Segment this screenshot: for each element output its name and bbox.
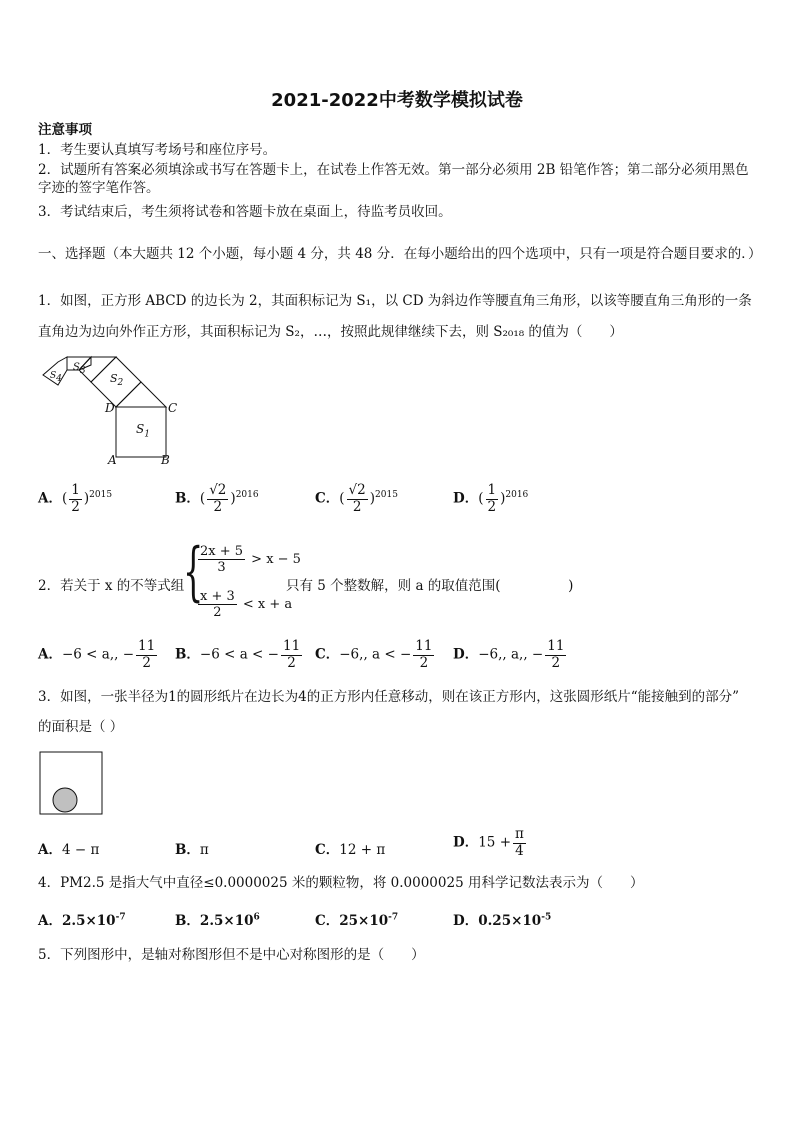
- label-s1: $S_1$: [136, 422, 150, 440]
- label-c: C: [168, 401, 178, 415]
- inequality-2: $\frac{x + 3}{2}$ < x + a: [200, 589, 293, 620]
- section-heading: 一、选择题（本大题共 12 个小题，每小题 4 分，共 48 分．在每小题给出的四个选项中，只有一项是符合题目要求的．）: [38, 246, 762, 262]
- notice-heading: 注意事项: [38, 122, 92, 138]
- q3-option-b[interactable]: B．π: [175, 842, 209, 858]
- q3-option-a[interactable]: A．4 − π: [38, 842, 100, 858]
- page-title: 2021-2022中考数学模拟试卷: [271, 90, 523, 111]
- question-3-line-1: 3．如图，一张半径为1的圆形纸片在边长为4的正方形内任意移动，则在该正方形内，这张圆形纸片“能接触到的部分”: [38, 689, 740, 705]
- question-1-line-1: 1．如图，正方形 ABCD 的边长为 2，其面积标记为 S₁，以 CD 为斜边作等腰直角三角形，以该等腰直角三角形的一条: [38, 293, 752, 309]
- label-s4: $S_4$: [50, 371, 62, 384]
- q1-option-b[interactable]: B．( $\frac{√2}{2}$ )$^{2016}$: [175, 482, 259, 515]
- q2-option-c[interactable]: C．−6,, a < − $\frac{11}{2}$: [315, 638, 433, 671]
- q4-option-b[interactable]: B．$2.5\times 10^6$: [175, 912, 260, 929]
- question-5-text: 5．下列图形中，是轴对称图形但不是中心对称图形的是（ ）: [38, 947, 425, 963]
- label-d: D: [105, 401, 115, 415]
- notice-item-3: 3．考试结束后，考生须将试卷和答题卡放在桌面上，待监考员收回。: [38, 204, 452, 220]
- question-1-line-2: 直角边为边向外作正方形，其面积标记为 S₂，…，按照此规律继续下去，则 S₂₀₁₈ 的值为（ ）: [38, 324, 623, 340]
- q2-option-b[interactable]: B．−6 < a < − $\frac{11}{2}$: [175, 638, 301, 671]
- q4-option-d[interactable]: D．$0.25\times 10^{-5}$: [453, 912, 552, 929]
- q2-option-d[interactable]: D．−6,, a,, − $\frac{11}{2}$: [453, 638, 565, 671]
- q1-option-c[interactable]: C．( $\frac{√2}{2}$ )$^{2015}$: [315, 482, 398, 515]
- q4-option-a[interactable]: A．$2.5\times 10^{-7}$: [38, 912, 126, 929]
- q2-option-a[interactable]: A．−6 < a,, − $\frac{11}{2}$: [38, 638, 156, 671]
- inequality-1: $\frac{2x + 5}{3}$ > x − 5: [200, 544, 301, 575]
- square-with-circle-figure: [39, 751, 103, 815]
- label-a: A: [108, 453, 117, 467]
- label-s2: $S_2$: [110, 372, 124, 389]
- question-2-suffix: 只有 5 个整数解，则 a 的取值范围( ): [286, 578, 574, 594]
- question-4-text: 4．PM2.5 是指大气中直径≤0.0000025 米的颗粒物，将 0.0000025 用科学记数法表示为（ ）: [38, 875, 644, 891]
- question-2-prefix: 2．若关于 x 的不等式组: [38, 578, 185, 594]
- label-b: B: [161, 453, 170, 467]
- system-brace: {: [183, 535, 204, 609]
- q1-option-d[interactable]: D．( $\frac{1}{2}$ )$^{2016}$: [453, 482, 529, 515]
- question-3-line-2: 的面积是（ ）: [38, 719, 124, 735]
- label-s3: $S_3$: [73, 362, 86, 376]
- q4-option-c[interactable]: C．$25\times 10^{-7}$: [315, 912, 399, 929]
- q3-option-c[interactable]: C．12 + π: [315, 842, 386, 858]
- notice-item-1: 1．考生要认真填写考场号和座位序号。: [38, 142, 277, 158]
- q3-option-d[interactable]: D．15 + $\frac{\pi}{4}$: [453, 826, 524, 859]
- q1-option-a[interactable]: A．( $\frac{1}{2}$ )$^{2015}$: [38, 482, 113, 515]
- notice-item-2: 2．试题所有答案必须填涂或书写在答题卡上，在试卷上作答无效。第一部分必须用 2B 铅笔作答；第二部分必须用黑色字迹的签字笔作答。: [38, 162, 749, 196]
